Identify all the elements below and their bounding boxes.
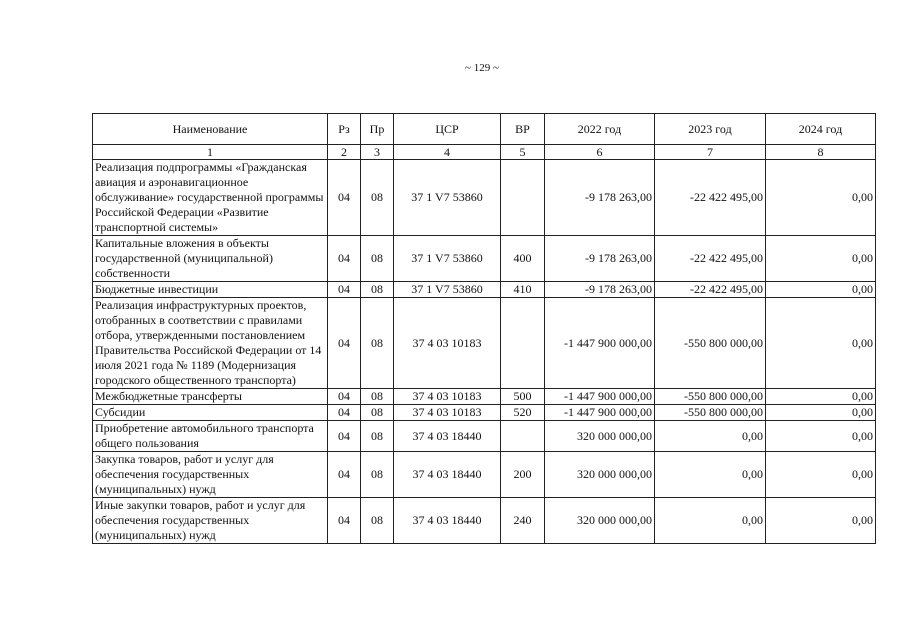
csr-cell: 37 4 03 10183 <box>394 298 501 389</box>
name-cell: Бюджетные инвестиции <box>93 282 328 298</box>
vr-cell <box>501 421 545 452</box>
column-number: 4 <box>394 145 501 160</box>
col-header-2024: 2024 год <box>766 114 876 145</box>
csr-cell: 37 1 V7 53860 <box>394 236 501 282</box>
amount-2022-cell: -1 447 900 000,00 <box>545 405 655 421</box>
table-row <box>93 282 876 298</box>
rz-cell: 04 <box>328 282 361 298</box>
column-number: 6 <box>545 145 655 160</box>
pr-cell: 08 <box>361 452 394 498</box>
table-row <box>93 498 876 544</box>
vr-cell: 410 <box>501 282 545 298</box>
amount-2022-cell: -1 447 900 000,00 <box>545 298 655 389</box>
col-header-csr: ЦСР <box>394 114 501 145</box>
pr-cell: 08 <box>361 389 394 405</box>
amount-2023-cell: 0,00 <box>655 498 766 544</box>
amount-2024-cell: 0,00 <box>766 405 876 421</box>
vr-cell: 400 <box>501 236 545 282</box>
name-cell: Капитальные вложения в объекты государственной (муниципальной) собственности <box>93 236 328 282</box>
vr-cell: 240 <box>501 498 545 544</box>
csr-cell: 37 4 03 18440 <box>394 498 501 544</box>
amount-2024-cell: 0,00 <box>766 452 876 498</box>
amount-2024-cell: 0,00 <box>766 160 876 236</box>
amount-2024-cell: 0,00 <box>766 298 876 389</box>
amount-2022-cell: -9 178 263,00 <box>545 236 655 282</box>
column-number-row <box>93 145 876 160</box>
amount-2023-cell: -22 422 495,00 <box>655 160 766 236</box>
col-header-2022: 2022 год <box>545 114 655 145</box>
amount-2024-cell: 0,00 <box>766 498 876 544</box>
amount-2023-cell: -550 800 000,00 <box>655 389 766 405</box>
amount-2023-cell: -550 800 000,00 <box>655 405 766 421</box>
table-row <box>93 421 876 452</box>
csr-cell: 37 4 03 10183 <box>394 389 501 405</box>
pr-cell: 08 <box>361 160 394 236</box>
rz-cell: 04 <box>328 236 361 282</box>
amount-2024-cell: 0,00 <box>766 421 876 452</box>
column-number: 5 <box>501 145 545 160</box>
table-row <box>93 389 876 405</box>
vr-cell: 500 <box>501 389 545 405</box>
csr-cell: 37 4 03 10183 <box>394 405 501 421</box>
table-row <box>93 452 876 498</box>
rz-cell: 04 <box>328 389 361 405</box>
amount-2024-cell: 0,00 <box>766 282 876 298</box>
csr-cell: 37 4 03 18440 <box>394 421 501 452</box>
name-cell: Закупка товаров, работ и услуг для обеспечения государственных (муниципальных) нужд <box>93 452 328 498</box>
header-row <box>93 114 876 145</box>
table-row <box>93 298 876 389</box>
pr-cell: 08 <box>361 236 394 282</box>
budget-table <box>92 113 876 544</box>
csr-cell: 37 4 03 18440 <box>394 452 501 498</box>
name-cell: Реализация подпрограммы «Гражданская авиация и аэронавигационное обслуживание» государственной программы Российской Федерации «Развитие транспортной системы» <box>93 160 328 236</box>
col-header-name: Наименование <box>93 114 328 145</box>
col-header-2023: 2023 год <box>655 114 766 145</box>
rz-cell: 04 <box>328 421 361 452</box>
column-number: 8 <box>766 145 876 160</box>
amount-2022-cell: 320 000 000,00 <box>545 452 655 498</box>
pr-cell: 08 <box>361 498 394 544</box>
amount-2024-cell: 0,00 <box>766 389 876 405</box>
name-cell: Иные закупки товаров, работ и услуг для обеспечения государственных (муниципальных) нужд <box>93 498 328 544</box>
amount-2023-cell: -22 422 495,00 <box>655 236 766 282</box>
rz-cell: 04 <box>328 405 361 421</box>
amount-2024-cell: 0,00 <box>766 236 876 282</box>
pr-cell: 08 <box>361 298 394 389</box>
column-number: 1 <box>93 145 328 160</box>
rz-cell: 04 <box>328 298 361 389</box>
vr-cell: 520 <box>501 405 545 421</box>
page-number: ~ 129 ~ <box>465 62 499 74</box>
column-number: 7 <box>655 145 766 160</box>
col-header-vr: ВР <box>501 114 545 145</box>
rz-cell: 04 <box>328 160 361 236</box>
pr-cell: 08 <box>361 282 394 298</box>
amount-2023-cell: 0,00 <box>655 452 766 498</box>
pr-cell: 08 <box>361 405 394 421</box>
name-cell: Межбюджетные трансферты <box>93 389 328 405</box>
vr-cell <box>501 160 545 236</box>
amount-2022-cell: -1 447 900 000,00 <box>545 389 655 405</box>
name-cell: Приобретение автомобильного транспорта общего пользования <box>93 421 328 452</box>
amount-2022-cell: 320 000 000,00 <box>545 498 655 544</box>
rz-cell: 04 <box>328 452 361 498</box>
column-number: 2 <box>328 145 361 160</box>
pr-cell: 08 <box>361 421 394 452</box>
amount-2022-cell: 320 000 000,00 <box>545 421 655 452</box>
table-row <box>93 405 876 421</box>
amount-2022-cell: -9 178 263,00 <box>545 160 655 236</box>
csr-cell: 37 1 V7 53860 <box>394 282 501 298</box>
vr-cell <box>501 298 545 389</box>
col-header-rz: Рз <box>328 114 361 145</box>
column-number: 3 <box>361 145 394 160</box>
amount-2022-cell: -9 178 263,00 <box>545 282 655 298</box>
csr-cell: 37 1 V7 53860 <box>394 160 501 236</box>
table-row <box>93 160 876 236</box>
col-header-pr: Пр <box>361 114 394 145</box>
amount-2023-cell: -22 422 495,00 <box>655 282 766 298</box>
vr-cell: 200 <box>501 452 545 498</box>
rz-cell: 04 <box>328 498 361 544</box>
name-cell: Реализация инфраструктурных проектов, отобранных в соответствии с правилами отбора, утвержденными постановлением Правительства Российской Федерации от 14 июля 2021 года № 1189 (Модернизация городского общественного транспорта) <box>93 298 328 389</box>
amount-2023-cell: -550 800 000,00 <box>655 298 766 389</box>
amount-2023-cell: 0,00 <box>655 421 766 452</box>
name-cell: Субсидии <box>93 405 328 421</box>
table-row <box>93 236 876 282</box>
